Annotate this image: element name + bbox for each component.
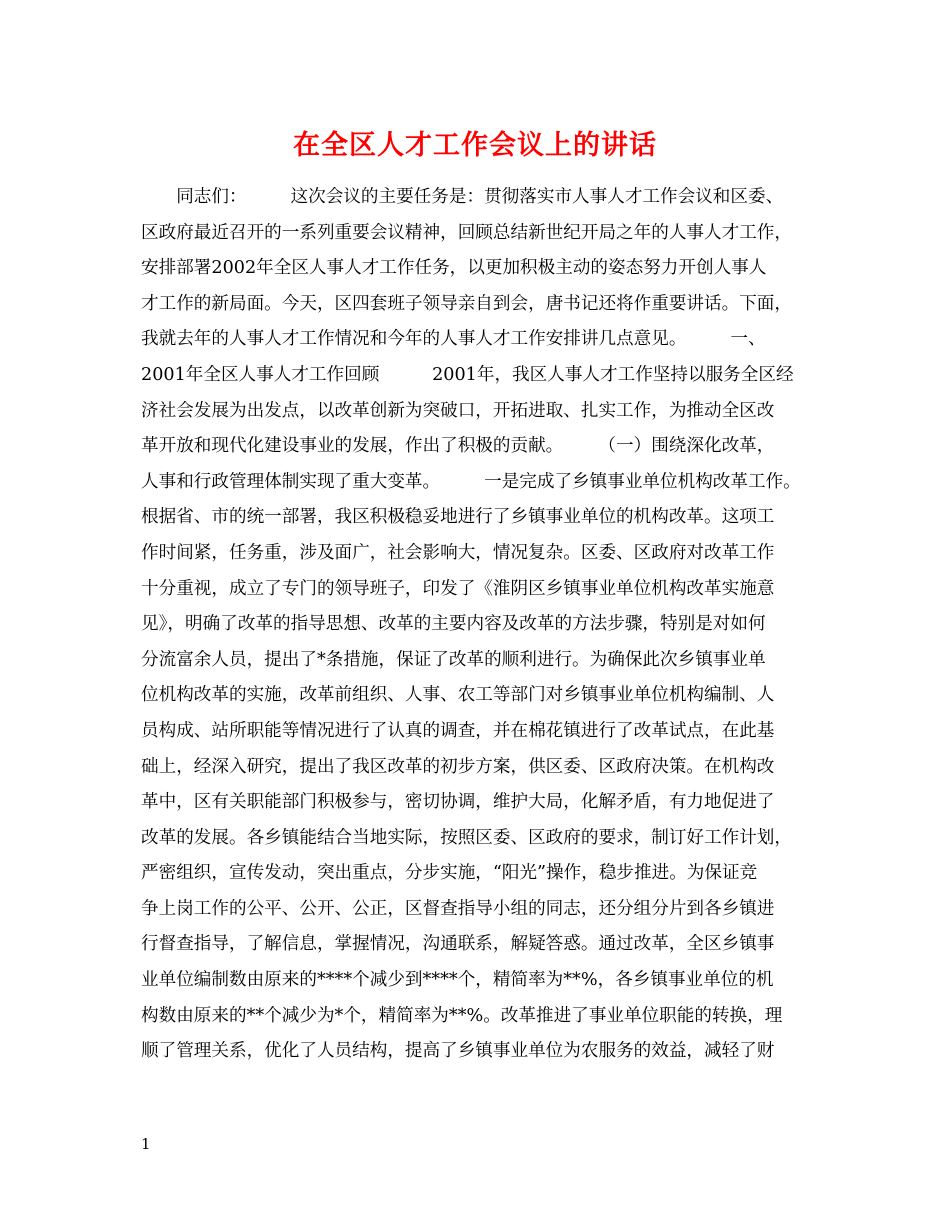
paragraph-line: 员构成、站所职能等情况进行了认真的调查，并在棉花镇进行了改革试点，在此基 xyxy=(141,720,775,741)
paragraph-line: 我就去年的人事人才工作情况和今年的人事人才工作安排讲几点意见。 一、 xyxy=(141,329,766,350)
paragraph-line: 革中，区有关职能部门积极参与，密切协调，维护大局，化解矛盾，有力地促进了 xyxy=(141,792,775,813)
document-title: 在全区人才工作会议上的讲话 xyxy=(293,130,657,161)
page-number: 1 xyxy=(141,1135,151,1153)
paragraph-line: 业单位编制数由原来的****个减少到****个，精简率为**%，各乡镇事业单位的机 xyxy=(141,970,774,991)
paragraph-line: 济社会发展为出发点，以改革创新为突破口，开拓进取、扎实工作，为推动全区改 xyxy=(141,400,775,421)
paragraph-line: 2001年全区人事人才工作回顾 2001年，我区人事人才工作坚持以服务全区经 xyxy=(141,364,794,385)
paragraph-line: 同志们： 这次会议的主要任务是：贯彻落实市人事人才工作会议和区委、 xyxy=(141,187,784,207)
paragraph-line: 位机构改革的实施，改革前组织、人事、农工等部门对乡镇事业单位机构编制、人 xyxy=(141,685,775,706)
paragraph-line: 安排部署2002年全区人事人才工作任务，以更加积极主动的姿态努力开创人事人 xyxy=(141,258,767,279)
paragraph-line: 区政府最近召开的一系列重要会议精神，回顾总结新世纪开局之年的人事人才工作， xyxy=(141,222,792,243)
paragraph-line: 根据省、市的统一部署，我区积极稳妥地进行了乡镇事业单位的机构改革。这项工 xyxy=(141,507,775,528)
paragraph-line: 见》，明确了改革的指导思想、改革的主要内容及改革的方法步骤，特别是对如何 xyxy=(141,614,766,635)
paragraph-line: 行督查指导，了解信息，掌握情况，沟通联系，解疑答惑。通过改革，全区乡镇事 xyxy=(141,934,775,955)
paragraph-line: 构数由原来的**个减少为*个，精简率为**%。改革推进了事业单位职能的转换，理 xyxy=(141,1005,783,1026)
paragraph-line: 顺了管理关系，优化了人员结构，提高了乡镇事业单位为农服务的效益，减轻了财 xyxy=(141,1041,775,1062)
paragraph-line: 才工作的新局面。今天，区四套班子领导亲自到会，唐书记还将作重要讲话。下面， xyxy=(141,293,792,314)
paragraph-line: 分流富余人员，提出了*条措施，保证了改革的顺利进行。为确保此次乡镇事业单 xyxy=(141,649,766,670)
paragraph-line: 人事和行政管理体制实现了重大变革。 一是完成了乡镇事业单位机构改革工作。 xyxy=(141,471,801,492)
paragraph-line: 严密组织，宣传发动，突出重点，分步实施，“阳光”操作，稳步推进。为保证竞 xyxy=(141,863,758,884)
paragraph-line: 础上，经深入研究，提出了我区改革的初步方案，供区委、区政府决策。在机构改 xyxy=(141,756,775,777)
document-body xyxy=(141,180,831,1070)
paragraph-line: 改革的发展。各乡镇能结合当地实际，按照区委、区政府的要求，制订好工作计划， xyxy=(141,827,792,848)
paragraph-line: 争上岗工作的公平、公开、公正，区督查指导小组的同志，还分组分片到各乡镇进 xyxy=(141,898,775,919)
paragraph-line: 作时间紧，任务重，涉及面广，社会影响大，情况复杂。区委、区政府对改革工作 xyxy=(141,542,775,563)
paragraph-line: 十分重视，成立了专门的领导班子，印发了《淮阴区乡镇事业单位机构改革实施意 xyxy=(141,578,775,599)
paragraph-line: 革开放和现代化建设事业的发展，作出了积极的贡献。 （一）围绕深化改革， xyxy=(141,436,775,457)
